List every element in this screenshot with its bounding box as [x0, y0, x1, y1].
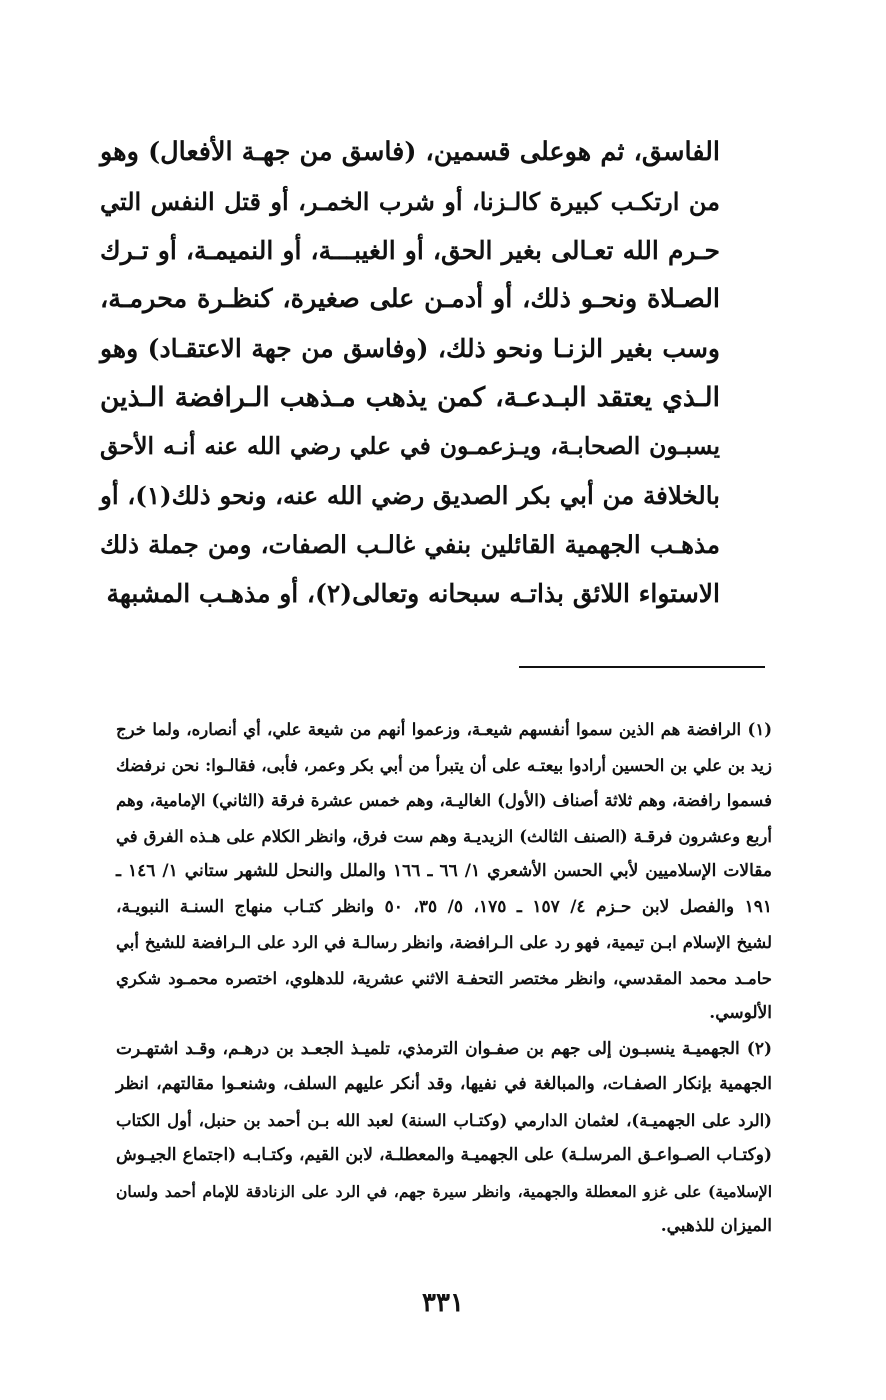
main-text-line: الفاسق، ثم هوعلى قسمين، (فاسق من جهـة الأفعال) وهو: [100, 137, 720, 167]
footnote-line: (الرد على الجهميـة)، لعثمان الدارمي (وكتـاب السنة) لعبد الله بـن أحمد بن حنبل، أول الكتاب: [116, 1110, 772, 1130]
footnote-line: زيد بن علي بن الحسين أرادوا بيعتـه على أن يتبرأ من أبي بكر وعمر، فأبى، فقالـوا: نحن نرفضك: [116, 755, 772, 775]
footnotes: [116, 712, 772, 1245]
footnote-separator: [519, 666, 765, 668]
footnote-line: (٢) الجهميـة ينسبـون إلى جهم بن صفـوان الترمذي، تلميـذ الجعـد بن درهـم، وقـد اشتهـرت: [116, 1038, 772, 1059]
footnote-line: لشيخ الإسلام ابـن تيمية، فهو رد على الـرافضة، وانظر رسالـة في الرد على الـرافضة للشيخ أبي: [116, 933, 772, 952]
footnote-1: [116, 712, 772, 1032]
main-text-line: يسبـون الصحابـة، ويـزعمـون في علي رضي الله عنه أنـه الأحق: [100, 432, 720, 460]
footnote-line: مقالات الإسلاميين لأبي الحسن الأشعري ١/ ٦٦ ـ ١٦٦ والملل والنحل للشهر ستاني ١/ ١٤٦ ـ: [116, 861, 772, 881]
footnote-line: حامـد محمد المقدسي، وانظر مختصر التحفـة الاثني عشرية، للدهلوي، اختصره محمـود شكري: [116, 968, 772, 988]
footnote-line: ١٩١ والفصل لابن حـزم ٤/ ١٥٧ ـ ١٧٥، ٥/ ٣٥، ٥٠ وانظر كتـاب منهاج السنـة النبويـة،: [116, 896, 773, 917]
footnote-2: [116, 1032, 772, 1245]
main-text-line: حـرم الله تعـالى بغير الحق، أو الغيبـــة، أو النميمـة، أو تـرك: [100, 236, 720, 265]
footnote-line: فسموا رافضة، وهم ثلاثة أصناف (الأول) الغاليـة، وهم خمس عشرة فرقة (الثاني) الإمامية، وهم: [116, 791, 772, 810]
main-text-line: وسب بغير الزنـا ونحو ذلك، (وفاسق من جهة الاعتقـاد) وهو: [100, 334, 720, 363]
footnote-line: الجهمية بإنكار الصفـات، والمبالغة في نفيها، وقد أنكر عليهم السلف، وشنعـوا مقالتهم، انظر: [116, 1074, 772, 1094]
main-text-line: الصـلاة ونحـو ذلك، أو أدمـن على صغيرة، كنظـرة محرمـة،: [100, 284, 720, 314]
footnote-line: (١) الرافضة هم الذين سموا أنفسهم شيعـة، وزعموا أنهم من شيعة علي، أي أنصاره، ولما خرج: [116, 720, 772, 739]
footnote-line: الألوسي.: [709, 1003, 772, 1023]
main-text-line: من ارتكـب كبيرة كالـزنا، أو شرب الخمـر، أو قتل النفس التي: [100, 187, 720, 216]
footnote-line: الميزان للذهبي.: [660, 1216, 772, 1236]
main-text-line: بالخلافة من أبي بكر الصديق رضي الله عنه، ونحو ذلك(١)، أو: [100, 481, 720, 510]
footnote-line: الإسلامية) على غزو المعطلة والجهمية، وانظر سيرة جهم، في الرد على الزنادقة للإمام أحمد ولسان: [116, 1181, 772, 1201]
footnote-line: أربع وعشرون فرقـة (الصنف الثالث) الزيديـة وهم ست فرق، وانظر الكلام على هـذه الفرق في: [116, 826, 772, 846]
footnote-line: (وكتـاب الصـواعـق المرسلـة) على الجهميـة والمعطلـة، لابن القيم، وكتـابـه (اجتماع الجيـوش: [116, 1145, 772, 1165]
main-text-line: الاستواء اللائق بذاتـه سبحانه وتعالى(٢)، أو مذهـب المشبهة: [106, 579, 720, 608]
main-text-block: [100, 128, 720, 618]
main-text-line: الـذي يعتقد البـدعـة، كمن يذهب مـذهب الـرافضة الـذين: [100, 382, 720, 413]
main-text-line: مذهـب الجهمية القائلين بنفي غالـب الصفات، ومن جملة ذلك: [100, 530, 720, 559]
page-number: ٣٣١: [422, 1288, 464, 1318]
